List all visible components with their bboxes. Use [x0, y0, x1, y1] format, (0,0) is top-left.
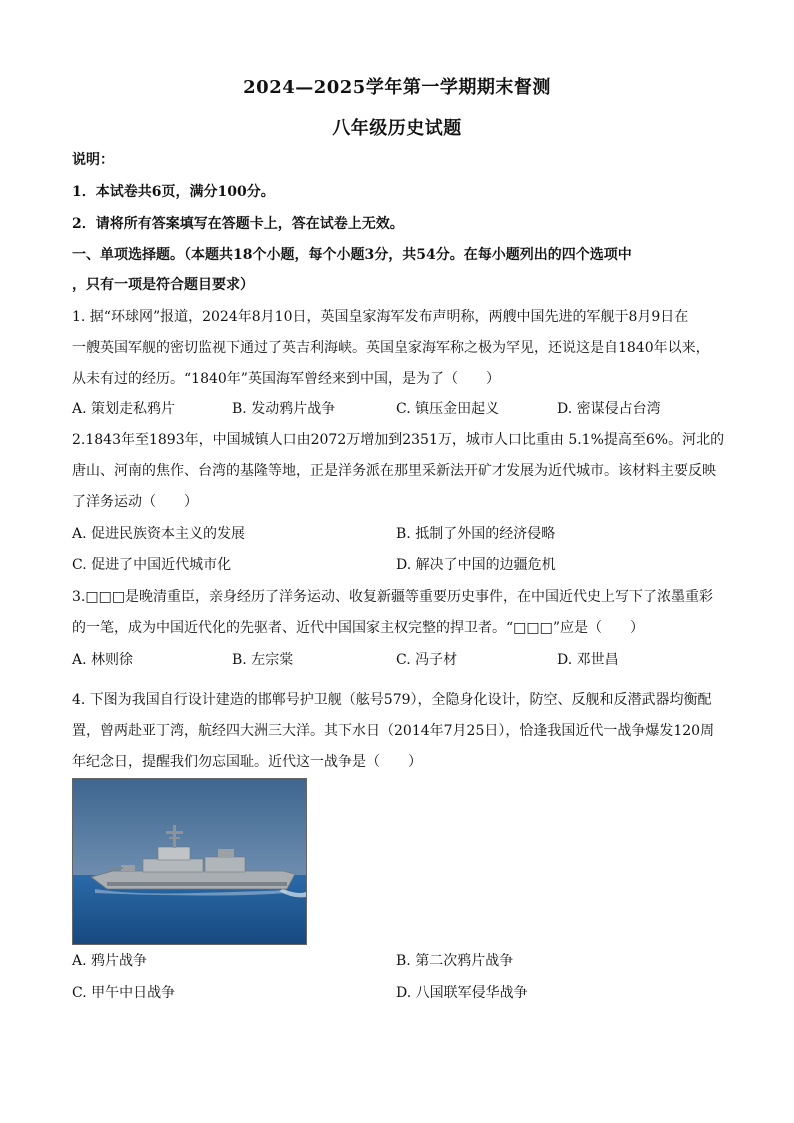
exam-title: 2024—2025学年第一学期期末督测 [243, 77, 551, 98]
question-2-option-a[interactable]: A. 促进民族资本主义的发展 [72, 526, 246, 542]
warship-photo [72, 778, 307, 945]
question-4-line-2: 置，曾两赴亚丁湾，航经四大洲三大洋。其下水日（2014年7月25日），恰逢我国近代一战争爆发120周 [72, 723, 715, 739]
question-1-option-b[interactable]: B. 发动鸦片战争 [232, 401, 336, 417]
question-4-option-b[interactable]: B. 第二次鸦片战争 [396, 953, 514, 969]
question-3-line-1: 3.□□□是晚清重臣，亲身经历了洋务运动、收复新疆等重要历史事件，在中国近代史上写下了浓墨重彩 [72, 589, 714, 605]
question-3-option-d[interactable]: D. 邓世昌 [557, 652, 619, 668]
exam-subtitle: 八年级历史试题 [332, 118, 462, 139]
instructions-heading: 说明： [72, 152, 114, 168]
question-2-line-3: 了洋务运动（ ） [72, 494, 198, 510]
question-1-option-c[interactable]: C. 镇压金田起义 [396, 401, 500, 417]
question-4-option-c[interactable]: C. 甲午中日战争 [72, 985, 176, 1001]
instruction-item-2: 2．请将所有答案填写在答题卡上，答在试卷上无效。 [72, 216, 404, 232]
question-2-line-2: 唐山、河南的焦作、台湾的基隆等地，正是洋务派在那里采新法开矿才发展为近代城市。该材料主要反映 [72, 463, 716, 479]
question-4-option-d[interactable]: D. 八国联军侵华战争 [396, 985, 528, 1001]
instruction-item-1: 1．本试卷共6页，满分100分。 [72, 184, 275, 200]
question-1-option-a[interactable]: A. 策划走私鸦片 [72, 401, 176, 417]
question-3-option-b[interactable]: B. 左宗棠 [232, 652, 294, 668]
question-1-line-2: 一艘英国军舰的密切监视下通过了英吉利海峡。英国皇家海军称之极为罕见，还说这是自1840年以来， [72, 340, 710, 356]
question-3-option-a[interactable]: A. 林则徐 [72, 652, 134, 668]
question-2-option-c[interactable]: C. 促进了中国近代城市化 [72, 557, 232, 573]
question-2-option-d[interactable]: D. 解决了中国的边疆危机 [396, 557, 556, 573]
question-2-option-b[interactable]: B. 抵制了外国的经济侵略 [396, 526, 556, 542]
section-heading-line-2: ，只有一项是符合题目要求） [72, 277, 254, 293]
section-heading-line-1: 一、单项选择题。（本题共18个小题，每个小题3分，共54分。在每小题列出的四个选项中 [72, 247, 632, 263]
question-2-line-1: 2.1843年至1893年，中国城镇人口由2072万增加到2351万，城市人口比重由 5.1%提高至6%。河北的 [72, 432, 725, 448]
question-1-option-d[interactable]: D. 密谋侵占台湾 [557, 401, 661, 417]
question-4-option-a[interactable]: A. 鸦片战争 [72, 953, 148, 969]
question-4-line-1: 4. 下图为我国自行设计建造的邯郸号护卫舰（舷号579），全隐身化设计，防空、反舰和反潜武器均衡配 [72, 692, 712, 708]
question-1-line-1: 1. 据“环球网”报道，2024年8月10日，英国皇家海军发布声明称，两艘中国先进的军舰于8月9日在 [72, 309, 689, 325]
question-1-line-3: 从未有过的经历。“1840年”英国海军曾经来到中国，是为了（ ） [72, 371, 500, 387]
question-4-line-3: 年纪念日，提醒我们勿忘国耻。近代这一战争是（ ） [72, 754, 422, 770]
question-3-line-2: 的一笔，成为中国近代化的先驱者、近代中国国家主权完整的捍卫者。“□□□”应是（ ） [72, 620, 644, 636]
question-3-option-c[interactable]: C. 冯子材 [396, 652, 458, 668]
